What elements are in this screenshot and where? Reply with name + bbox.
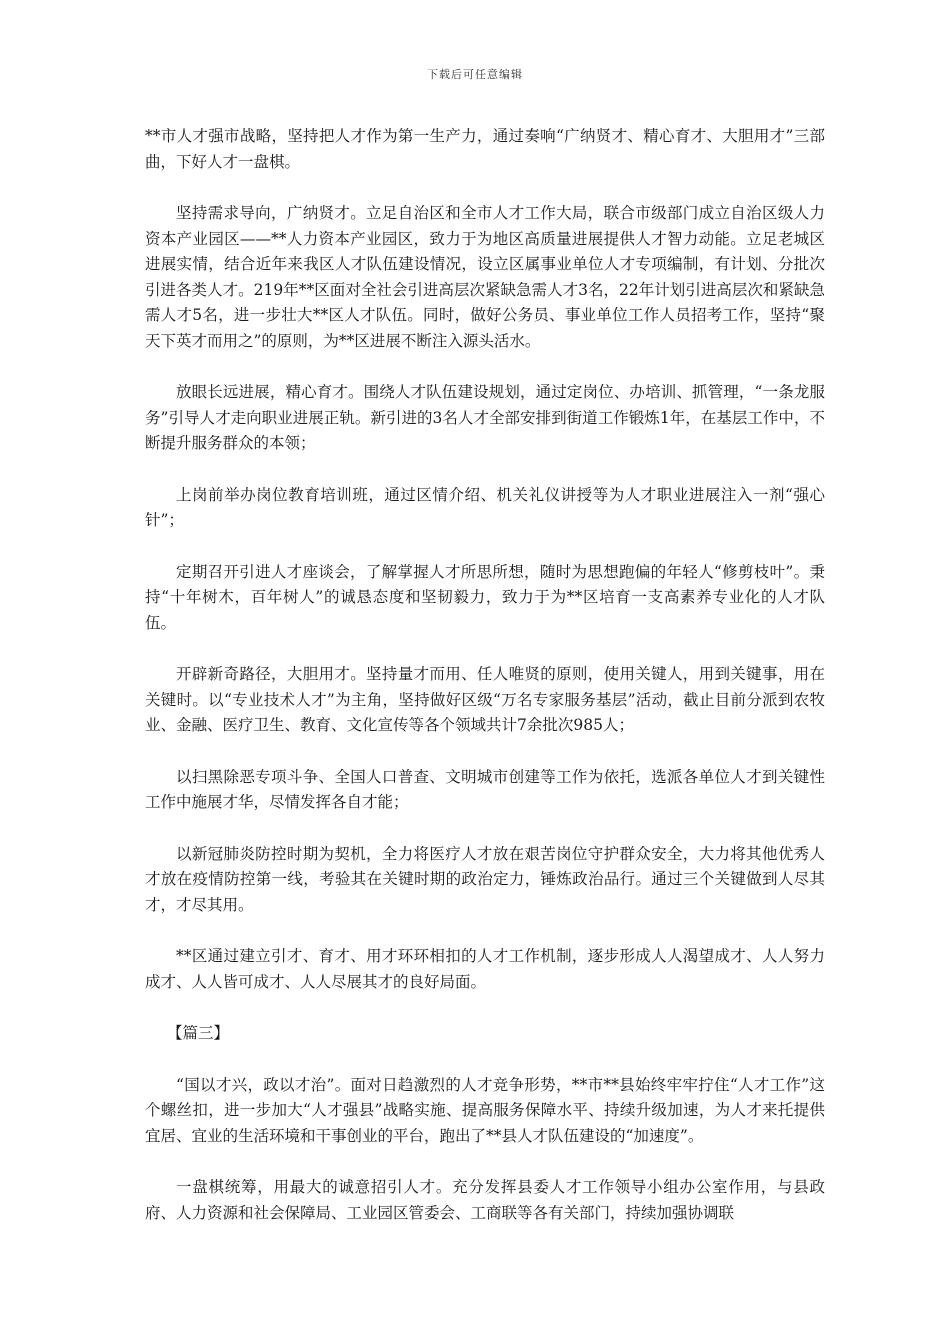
paragraph-4: 上岗前举办岗位教育培训班，通过区情介绍、机关礼仪讲授等为人才职业进展注入一剂“强心针”； — [145, 485, 825, 529]
paragraph-11: 一盘棋统筹，用最大的诚意招引人才。充分发挥县委人才工作领导小组办公室作用，与县政府、人力资源和社会保障局、工业园区管委会、工商联等各有关部门，持续加强协调联 — [145, 1178, 825, 1222]
paragraph-9: **区通过建立引才、育才、用才环环相扣的人才工作机制，逐步形成人人渴望成才、人人努力成才、人人皆可成才、人人尽展其才的良好局面。 — [145, 947, 825, 991]
paragraph-1: **市人才强市战略，坚持把人才作为第一生产力，通过奏响“广纳贤才、精心育才、大胆用才”三部曲，下好人才一盘棋。 — [145, 127, 825, 171]
section-title: 【篇三】 — [167, 1024, 230, 1042]
paragraph-5: 定期召开引进人才座谈会，了解掌握人才所思所想，随时为思想跑偏的年轻人“修剪枝叶”。秉持“十年树木，百年树人”的诚恳态度和坚韧毅力，致力于为**区培育一支高素养专业化的人才队伍。 — [145, 562, 825, 632]
paragraph-8: 以新冠肺炎防控时期为契机，全力将医疗人才放在艰苦岗位守护群众安全，大力将其他优秀人才放在疫情防控第一线，考验其在关键时期的政治定力，锤炼政治品行。通过三个关键做到人尽其才，才尽其用。 — [145, 844, 825, 914]
paragraph-7: 以扫黑除恶专项斗争、全国人口普查、文明城市创建等工作为依托，选派各单位人才到关键性工作中施展才华，尽情发挥各自才能； — [145, 767, 825, 811]
document-body — [145, 124, 825, 1252]
paragraph-3: 放眼长远进展，精心育才。围绕人才队伍建设规划，通过定岗位、办培训、抓管理，“一条龙服务”引导人才走向职业进展正轨。新引进的3名人才全部安排到街道工作锻炼1年，在基层工作中，不断提升服务群众的本领； — [145, 383, 825, 452]
paragraph-10: “国以才兴，政以才治”。面对日趋激烈的人才竞争形势，**市**县始终牢牢拧住“人才工作”这个螺丝扣，进一步加大“人才强县”战略实施、提高服务保障水平、持续升级加速，为人才来托提供宜居、宜业的生活环境和干事创业的平台，跑出了**县人才队伍建设的“加速度”。 — [145, 1075, 825, 1145]
paragraph-6: 开辟新奇路径，大胆用才。坚持量才而用、任人唯贤的原则，使用关键人，用到关键事，用在关键时。以“专业技术人才”为主角，坚持做好区级“万名专家服务基层”活动，截止目前分派到农牧业、金融、医疗卫生、教育、文化宣传等各个领域共计7余批次985人； — [145, 665, 825, 734]
paragraph-2: 坚持需求导向，广纳贤才。立足自治区和全市人才工作大局，联合市级部门成立自治区级人力资本产业园区——**人力资本产业园区，致力于为地区高质量进展提供人才智力动能。立足老城区进展实情，结合近年来我区人才队伍建设情况，设立区属事业单位人才专项编制，有计划、分批次引进各类人才。219年**区面对全社会引进高层次紧缺急需人才3名，22年计划引进高层次和紧缺急需人才5名，进一步壮大**区人才队伍。同时，做好公务员、事业单位工作人员招考工作，坚持“聚天下英才而用之”的原则，为**区进展不断注入源头活水。 — [145, 204, 825, 350]
page-header-note: 下载后可任意编辑 — [427, 68, 523, 81]
